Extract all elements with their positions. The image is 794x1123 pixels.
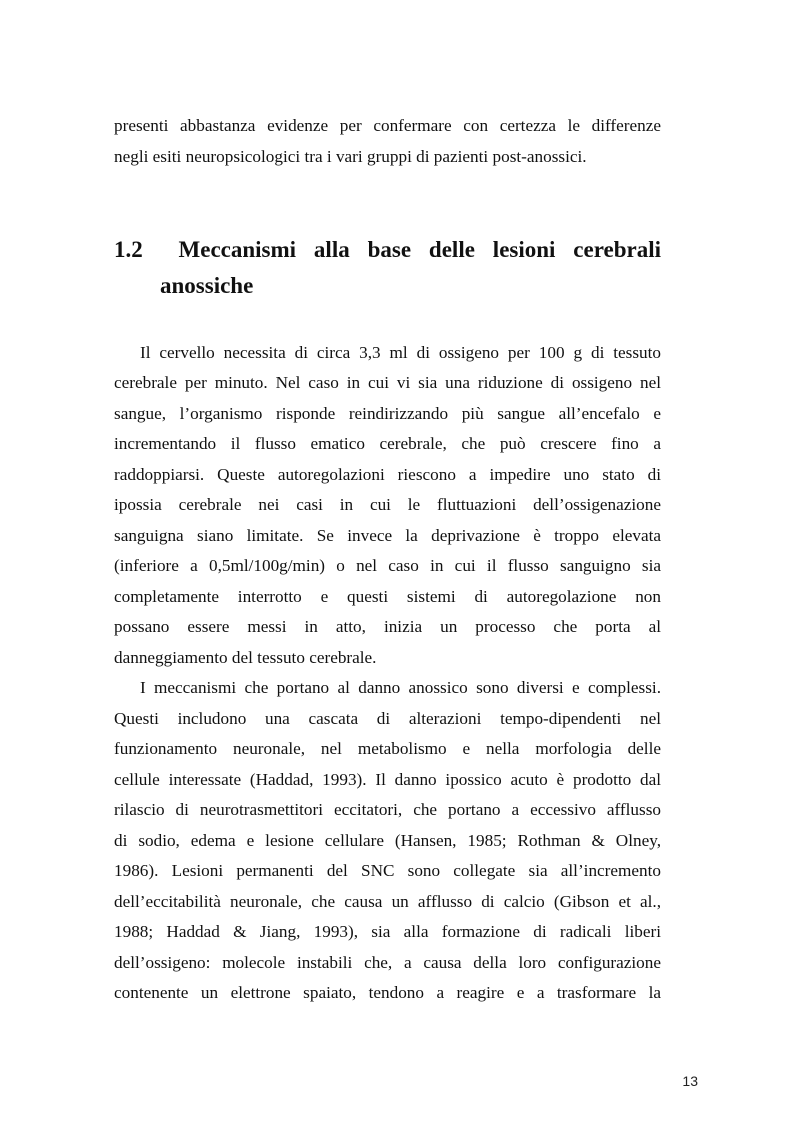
paragraph2-line-8: dell’eccitabilità neuronale, che causa un afflusso di calcio (Gibson et al., — [114, 892, 661, 911]
paragraph1-line-6: ipossia cerebrale nei casi in cui le fluttuazioni dell’ossigenazione — [114, 495, 661, 514]
paragraph1-line-8: (inferiore a 0,5ml/100g/min) o nel caso in cui il flusso sanguigno sia — [114, 556, 661, 575]
paragraph2-line-3: funzionamento neuronale, nel metabolismo e nella morfologia delle — [114, 739, 661, 758]
paragraph2-line-1: I meccanismi che portano al danno anossico sono diversi e complessi. — [140, 678, 661, 697]
paragraph2-line-2: Questi includono una cascata di alterazioni tempo-dipendenti nel — [114, 709, 661, 728]
intro-line-2: negli esiti neuropsicologici tra i vari gruppi di pazienti post-anossici. — [114, 147, 587, 166]
paragraph1-line-11: danneggiamento del tessuto cerebrale. — [114, 648, 377, 667]
intro-line-1: presenti abbastanza evidenze per confermare con certezza le differenze — [114, 116, 661, 135]
paragraph2-line-4: cellule interessate (Haddad, 1993). Il danno ipossico acuto è prodotto dal — [114, 770, 661, 789]
section-title-line-1: Meccanismi alla base delle lesioni cerebrali — [178, 237, 662, 262]
paragraph1-line-7: sanguigna siano limitate. Se invece la deprivazione è troppo elevata — [114, 526, 661, 545]
section-number: 1.2 — [114, 237, 143, 262]
paragraph1-line-10: possano essere messi in atto, inizia un processo che porta al — [114, 617, 661, 636]
paragraph2-line-9: 1988; Haddad & Jiang, 1993), sia alla formazione di radicali liberi — [114, 922, 661, 941]
paragraph1-line-5: raddoppiarsi. Queste autoregolazioni riescono a impedire uno stato di — [114, 465, 661, 484]
paragraph2-line-7: 1986). Lesioni permanenti del SNC sono collegate sia all’incremento — [114, 861, 661, 880]
paragraph2-line-5: rilascio di neurotrasmettitori eccitatori, che portano a eccessivo afflusso — [114, 800, 661, 819]
paragraph2-line-6: di sodio, edema e lesione cellulare (Hansen, 1985; Rothman & Olney, — [114, 831, 661, 850]
paragraph1-line-2: cerebrale per minuto. Nel caso in cui vi sia una riduzione di ossigeno nel — [114, 373, 661, 392]
paragraph1-line-1: Il cervello necessita di circa 3,3 ml di ossigeno per 100 g di tessuto — [140, 343, 661, 362]
section-heading — [114, 236, 661, 264]
paragraph1-line-9: completamente interrotto e questi sistemi di autoregolazione non — [114, 587, 661, 606]
paragraph1-line-4: incrementando il flusso ematico cerebrale, che può crescere fino a — [114, 434, 661, 453]
paragraph2-line-11: contenente un elettrone spaiato, tendono a reagire e a trasformare la — [114, 983, 661, 1002]
page-number: 13 — [682, 1073, 698, 1089]
section-title-line-2: anossiche — [160, 273, 254, 298]
paragraph2-line-10: dell’ossigeno: molecole instabili che, a causa della loro configurazione — [114, 953, 661, 972]
paragraph1-line-3: sangue, l’organismo risponde reindirizzando più sangue all’encefalo e — [114, 404, 661, 423]
